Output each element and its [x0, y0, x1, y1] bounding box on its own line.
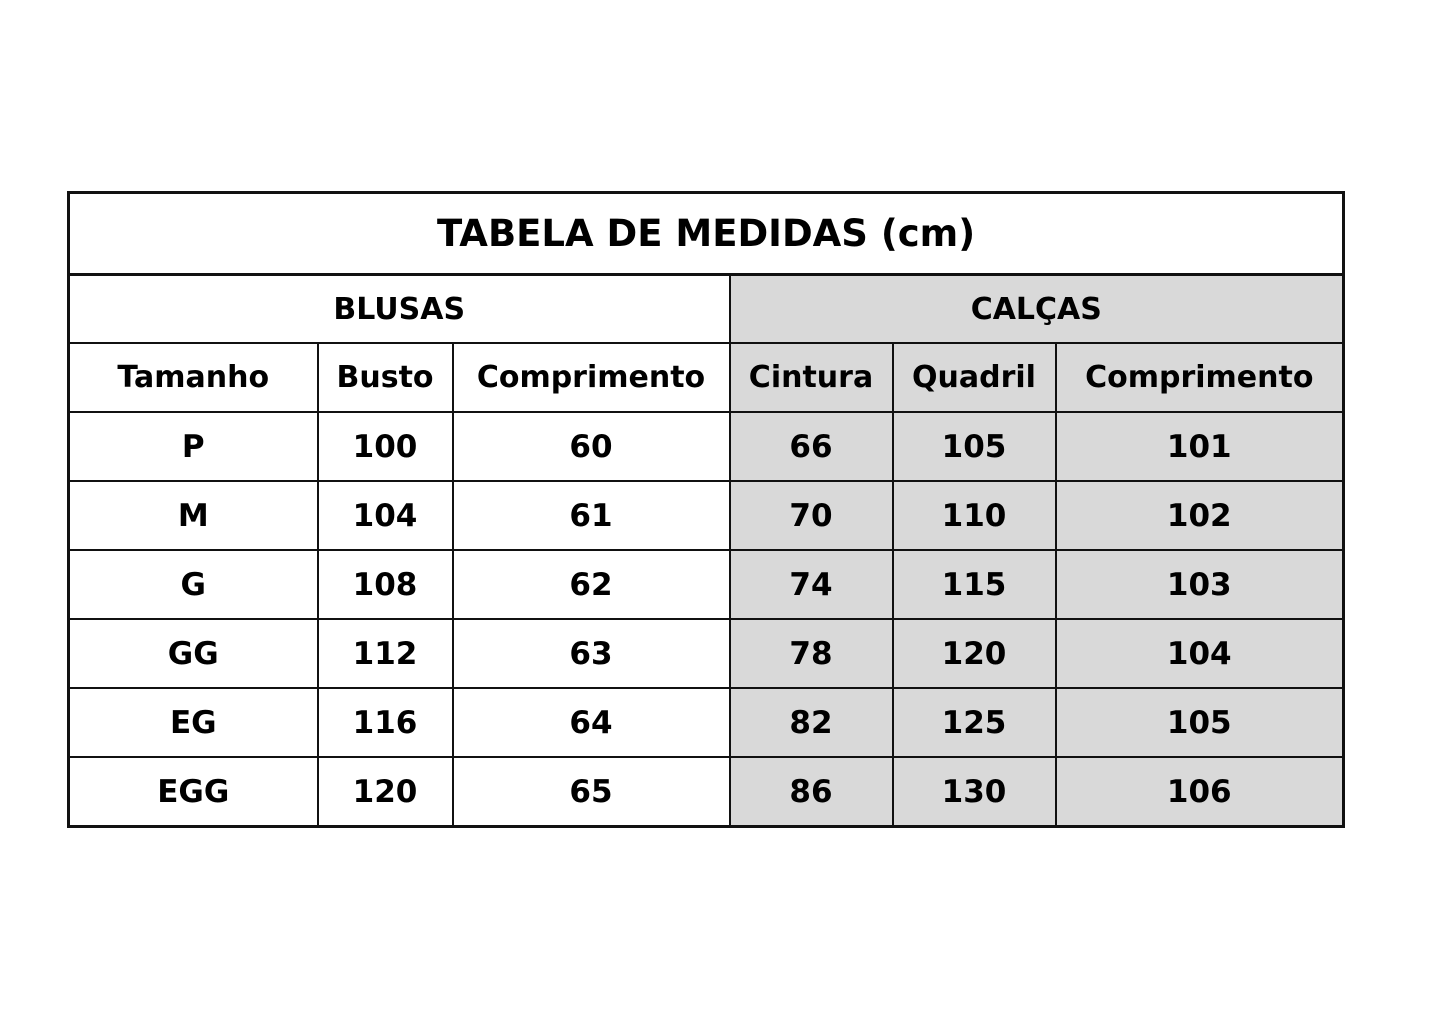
- table-cell: 101: [1056, 412, 1344, 481]
- column-header-comprimento-blusas: Comprimento: [453, 343, 730, 412]
- table-cell: M: [69, 481, 318, 550]
- column-header-cintura: Cintura: [730, 343, 893, 412]
- table-cell: 103: [1056, 550, 1344, 619]
- table-row: [69, 481, 1344, 550]
- table-cell: 105: [893, 412, 1056, 481]
- column-header-row: [69, 343, 1344, 412]
- size-table: [67, 191, 1345, 828]
- table-row: [69, 619, 1344, 688]
- table-cell: 70: [730, 481, 893, 550]
- table-cell: 61: [453, 481, 730, 550]
- table-cell: 116: [318, 688, 453, 757]
- column-header-tamanho: Tamanho: [69, 343, 318, 412]
- table-cell: 63: [453, 619, 730, 688]
- table-cell: 120: [318, 757, 453, 827]
- group-calcas: CALÇAS: [730, 275, 1344, 344]
- table-cell: 104: [318, 481, 453, 550]
- table-cell: 82: [730, 688, 893, 757]
- table-cell: P: [69, 412, 318, 481]
- table-cell: 65: [453, 757, 730, 827]
- table-cell: 104: [1056, 619, 1344, 688]
- group-header-row: [69, 275, 1344, 344]
- table-cell: 125: [893, 688, 1056, 757]
- table-row: [69, 688, 1344, 757]
- table-cell: 86: [730, 757, 893, 827]
- table-cell: 64: [453, 688, 730, 757]
- table-cell: 78: [730, 619, 893, 688]
- table-title: TABELA DE MEDIDAS (cm): [69, 193, 1344, 275]
- column-header-quadril: Quadril: [893, 343, 1056, 412]
- table-cell: 66: [730, 412, 893, 481]
- table-cell: EG: [69, 688, 318, 757]
- table-cell: 115: [893, 550, 1056, 619]
- table-cell: 108: [318, 550, 453, 619]
- table-cell: 60: [453, 412, 730, 481]
- table-cell: 74: [730, 550, 893, 619]
- table-row: [69, 550, 1344, 619]
- table-cell: 130: [893, 757, 1056, 827]
- table-cell: 110: [893, 481, 1056, 550]
- table-cell: 105: [1056, 688, 1344, 757]
- table-cell: 106: [1056, 757, 1344, 827]
- table-cell: 120: [893, 619, 1056, 688]
- table-cell: G: [69, 550, 318, 619]
- title-row: [69, 193, 1344, 275]
- table-row: [69, 757, 1344, 827]
- table-cell: 112: [318, 619, 453, 688]
- table-cell: GG: [69, 619, 318, 688]
- table-cell: 102: [1056, 481, 1344, 550]
- table-row: [69, 412, 1344, 481]
- table-cell: 100: [318, 412, 453, 481]
- group-blusas: BLUSAS: [69, 275, 730, 344]
- table-cell: 62: [453, 550, 730, 619]
- column-header-busto: Busto: [318, 343, 453, 412]
- table-cell: EGG: [69, 757, 318, 827]
- column-header-comprimento-calcas: Comprimento: [1056, 343, 1344, 412]
